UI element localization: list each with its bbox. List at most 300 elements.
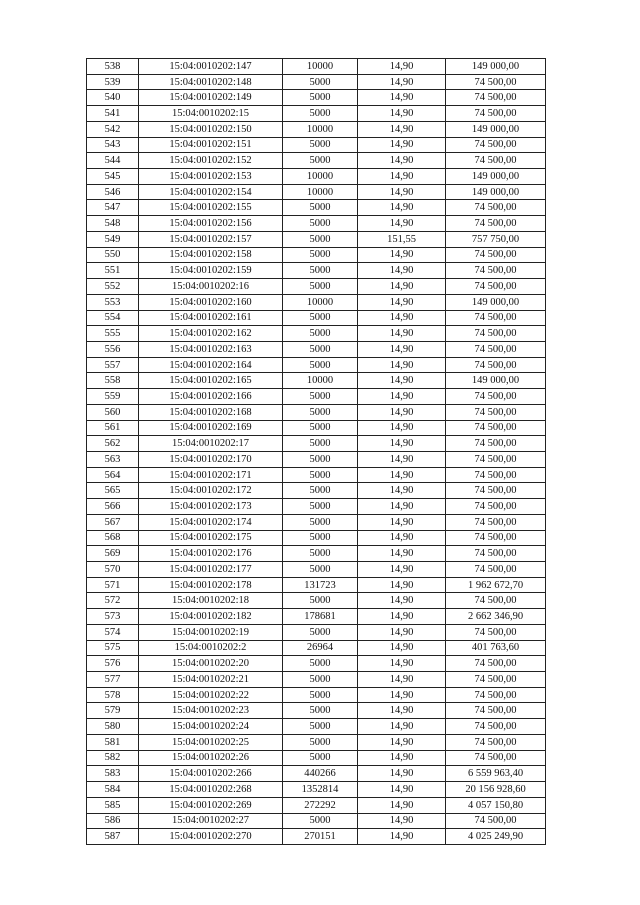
area-cell: 5000	[283, 153, 358, 169]
rate-cell: 14,90	[358, 263, 446, 279]
table-row	[87, 734, 546, 750]
cadastral-number-cell: 15:04:0010202:270	[139, 829, 283, 845]
rate-cell: 14,90	[358, 467, 446, 483]
value-cell: 74 500,00	[446, 341, 546, 357]
table-row	[87, 436, 546, 452]
cadastral-number-cell: 15:04:0010202:22	[139, 687, 283, 703]
row-number-cell: 584	[87, 782, 139, 798]
table-row	[87, 640, 546, 656]
cadastral-number-cell: 15:04:0010202:15	[139, 106, 283, 122]
table-row	[87, 624, 546, 640]
area-cell: 5000	[283, 420, 358, 436]
table-row	[87, 200, 546, 216]
rate-cell: 14,90	[358, 562, 446, 578]
value-cell: 149 000,00	[446, 373, 546, 389]
rate-cell: 14,90	[358, 624, 446, 640]
rate-cell: 14,90	[358, 499, 446, 515]
cadastral-number-cell: 15:04:0010202:20	[139, 656, 283, 672]
value-cell: 74 500,00	[446, 514, 546, 530]
value-cell: 74 500,00	[446, 153, 546, 169]
area-cell: 440266	[283, 766, 358, 782]
value-cell: 74 500,00	[446, 74, 546, 90]
table-row	[87, 74, 546, 90]
row-number-cell: 580	[87, 719, 139, 735]
table-row	[87, 546, 546, 562]
row-number-cell: 568	[87, 530, 139, 546]
cadastral-number-cell: 15:04:0010202:175	[139, 530, 283, 546]
row-number-cell: 583	[87, 766, 139, 782]
row-number-cell: 545	[87, 169, 139, 185]
cadastral-number-cell: 15:04:0010202:152	[139, 153, 283, 169]
cadastral-number-cell: 15:04:0010202:166	[139, 389, 283, 405]
cadastral-number-cell: 15:04:0010202:174	[139, 514, 283, 530]
area-cell: 5000	[283, 310, 358, 326]
row-number-cell: 563	[87, 451, 139, 467]
table-row	[87, 562, 546, 578]
row-number-cell: 559	[87, 389, 139, 405]
rate-cell: 14,90	[358, 326, 446, 342]
row-number-cell: 547	[87, 200, 139, 216]
value-cell: 20 156 928,60	[446, 782, 546, 798]
area-cell: 5000	[283, 404, 358, 420]
rate-cell: 14,90	[358, 703, 446, 719]
row-number-cell: 567	[87, 514, 139, 530]
cadastral-number-cell: 15:04:0010202:17	[139, 436, 283, 452]
cadastral-number-cell: 15:04:0010202:266	[139, 766, 283, 782]
rate-cell: 14,90	[358, 59, 446, 75]
cadastral-number-cell: 15:04:0010202:155	[139, 200, 283, 216]
rate-cell: 14,90	[358, 609, 446, 625]
row-number-cell: 570	[87, 562, 139, 578]
cadastral-number-cell: 15:04:0010202:148	[139, 74, 283, 90]
value-cell: 74 500,00	[446, 750, 546, 766]
area-cell: 5000	[283, 514, 358, 530]
cadastral-number-cell: 15:04:0010202:158	[139, 247, 283, 263]
value-cell: 149 000,00	[446, 294, 546, 310]
value-cell: 74 500,00	[446, 310, 546, 326]
area-cell: 5000	[283, 389, 358, 405]
rate-cell: 14,90	[358, 389, 446, 405]
parcel-table-body	[87, 59, 546, 845]
table-row	[87, 797, 546, 813]
table-row	[87, 514, 546, 530]
area-cell: 5000	[283, 231, 358, 247]
value-cell: 149 000,00	[446, 184, 546, 200]
rate-cell: 14,90	[358, 106, 446, 122]
area-cell: 5000	[283, 326, 358, 342]
table-row	[87, 451, 546, 467]
row-number-cell: 539	[87, 74, 139, 90]
rate-cell: 14,90	[358, 593, 446, 609]
value-cell: 149 000,00	[446, 59, 546, 75]
cadastral-number-cell: 15:04:0010202:182	[139, 609, 283, 625]
cadastral-number-cell: 15:04:0010202:21	[139, 672, 283, 688]
value-cell: 74 500,00	[446, 451, 546, 467]
value-cell: 1 962 672,70	[446, 577, 546, 593]
value-cell: 74 500,00	[446, 200, 546, 216]
table-row	[87, 483, 546, 499]
table-row	[87, 59, 546, 75]
cadastral-number-cell: 15:04:0010202:172	[139, 483, 283, 499]
area-cell: 5000	[283, 530, 358, 546]
rate-cell: 14,90	[358, 200, 446, 216]
rate-cell: 14,90	[358, 74, 446, 90]
rate-cell: 14,90	[358, 656, 446, 672]
value-cell: 74 500,00	[446, 530, 546, 546]
area-cell: 270151	[283, 829, 358, 845]
rate-cell: 14,90	[358, 672, 446, 688]
area-cell: 5000	[283, 263, 358, 279]
table-row	[87, 294, 546, 310]
value-cell: 74 500,00	[446, 656, 546, 672]
value-cell: 4 025 249,90	[446, 829, 546, 845]
row-number-cell: 553	[87, 294, 139, 310]
area-cell: 5000	[283, 546, 358, 562]
rate-cell: 14,90	[358, 530, 446, 546]
rate-cell: 14,90	[358, 797, 446, 813]
area-cell: 5000	[283, 750, 358, 766]
value-cell: 74 500,00	[446, 137, 546, 153]
cadastral-number-cell: 15:04:0010202:269	[139, 797, 283, 813]
area-cell: 5000	[283, 467, 358, 483]
rate-cell: 14,90	[358, 514, 446, 530]
row-number-cell: 549	[87, 231, 139, 247]
table-row	[87, 672, 546, 688]
row-number-cell: 576	[87, 656, 139, 672]
row-number-cell: 571	[87, 577, 139, 593]
rate-cell: 14,90	[358, 734, 446, 750]
row-number-cell: 582	[87, 750, 139, 766]
cadastral-number-cell: 15:04:0010202:151	[139, 137, 283, 153]
value-cell: 74 500,00	[446, 813, 546, 829]
value-cell: 74 500,00	[446, 389, 546, 405]
row-number-cell: 586	[87, 813, 139, 829]
rate-cell: 14,90	[358, 782, 446, 798]
row-number-cell: 548	[87, 216, 139, 232]
value-cell: 74 500,00	[446, 687, 546, 703]
value-cell: 2 662 346,90	[446, 609, 546, 625]
area-cell: 5000	[283, 137, 358, 153]
area-cell: 26964	[283, 640, 358, 656]
rate-cell: 14,90	[358, 687, 446, 703]
cadastral-number-cell: 15:04:0010202:159	[139, 263, 283, 279]
value-cell: 74 500,00	[446, 326, 546, 342]
rate-cell: 14,90	[358, 546, 446, 562]
cadastral-number-cell: 15:04:0010202:165	[139, 373, 283, 389]
area-cell: 178681	[283, 609, 358, 625]
value-cell: 74 500,00	[446, 593, 546, 609]
value-cell: 149 000,00	[446, 169, 546, 185]
value-cell: 6 559 963,40	[446, 766, 546, 782]
table-row	[87, 420, 546, 436]
area-cell: 5000	[283, 624, 358, 640]
value-cell: 4 057 150,80	[446, 797, 546, 813]
rate-cell: 14,90	[358, 169, 446, 185]
row-number-cell: 561	[87, 420, 139, 436]
value-cell: 74 500,00	[446, 467, 546, 483]
cadastral-number-cell: 15:04:0010202:26	[139, 750, 283, 766]
cadastral-number-cell: 15:04:0010202:19	[139, 624, 283, 640]
row-number-cell: 569	[87, 546, 139, 562]
rate-cell: 14,90	[358, 153, 446, 169]
row-number-cell: 562	[87, 436, 139, 452]
cadastral-number-cell: 15:04:0010202:173	[139, 499, 283, 515]
cadastral-number-cell: 15:04:0010202:18	[139, 593, 283, 609]
rate-cell: 14,90	[358, 420, 446, 436]
row-number-cell: 540	[87, 90, 139, 106]
cadastral-number-cell: 15:04:0010202:149	[139, 90, 283, 106]
rate-cell: 14,90	[358, 341, 446, 357]
row-number-cell: 552	[87, 279, 139, 295]
value-cell: 74 500,00	[446, 436, 546, 452]
value-cell: 74 500,00	[446, 672, 546, 688]
table-row	[87, 121, 546, 137]
parcel-table	[86, 58, 546, 845]
rate-cell: 14,90	[358, 750, 446, 766]
rate-cell: 14,90	[358, 829, 446, 845]
cadastral-number-cell: 15:04:0010202:147	[139, 59, 283, 75]
area-cell: 10000	[283, 169, 358, 185]
value-cell: 74 500,00	[446, 420, 546, 436]
value-cell: 74 500,00	[446, 106, 546, 122]
cadastral-number-cell: 15:04:0010202:160	[139, 294, 283, 310]
area-cell: 272292	[283, 797, 358, 813]
value-cell: 74 500,00	[446, 734, 546, 750]
value-cell: 74 500,00	[446, 404, 546, 420]
area-cell: 5000	[283, 813, 358, 829]
value-cell: 74 500,00	[446, 562, 546, 578]
rate-cell: 14,90	[358, 310, 446, 326]
cadastral-number-cell: 15:04:0010202:177	[139, 562, 283, 578]
value-cell: 74 500,00	[446, 546, 546, 562]
row-number-cell: 555	[87, 326, 139, 342]
rate-cell: 14,90	[358, 404, 446, 420]
table-row	[87, 279, 546, 295]
table-row	[87, 766, 546, 782]
table-row	[87, 184, 546, 200]
table-row	[87, 499, 546, 515]
area-cell: 5000	[283, 593, 358, 609]
area-cell: 5000	[283, 483, 358, 499]
table-row	[87, 389, 546, 405]
row-number-cell: 564	[87, 467, 139, 483]
row-number-cell: 566	[87, 499, 139, 515]
table-row	[87, 530, 546, 546]
value-cell: 149 000,00	[446, 121, 546, 137]
cadastral-number-cell: 15:04:0010202:170	[139, 451, 283, 467]
table-row	[87, 137, 546, 153]
cadastral-number-cell: 15:04:0010202:268	[139, 782, 283, 798]
area-cell: 10000	[283, 59, 358, 75]
area-cell: 5000	[283, 106, 358, 122]
cadastral-number-cell: 15:04:0010202:25	[139, 734, 283, 750]
area-cell: 5000	[283, 216, 358, 232]
row-number-cell: 543	[87, 137, 139, 153]
value-cell: 74 500,00	[446, 90, 546, 106]
rate-cell: 14,90	[358, 216, 446, 232]
value-cell: 74 500,00	[446, 279, 546, 295]
row-number-cell: 587	[87, 829, 139, 845]
cadastral-number-cell: 15:04:0010202:171	[139, 467, 283, 483]
table-row	[87, 467, 546, 483]
cadastral-number-cell: 15:04:0010202:156	[139, 216, 283, 232]
cadastral-number-cell: 15:04:0010202:162	[139, 326, 283, 342]
area-cell: 5000	[283, 719, 358, 735]
row-number-cell: 542	[87, 121, 139, 137]
area-cell: 10000	[283, 184, 358, 200]
value-cell: 74 500,00	[446, 624, 546, 640]
cadastral-number-cell: 15:04:0010202:178	[139, 577, 283, 593]
rate-cell: 14,90	[358, 436, 446, 452]
row-number-cell: 574	[87, 624, 139, 640]
row-number-cell: 550	[87, 247, 139, 263]
area-cell: 1352814	[283, 782, 358, 798]
area-cell: 10000	[283, 294, 358, 310]
table-row	[87, 577, 546, 593]
row-number-cell: 579	[87, 703, 139, 719]
rate-cell: 14,90	[358, 451, 446, 467]
cadastral-number-cell: 15:04:0010202:169	[139, 420, 283, 436]
row-number-cell: 554	[87, 310, 139, 326]
cadastral-number-cell: 15:04:0010202:168	[139, 404, 283, 420]
area-cell: 10000	[283, 373, 358, 389]
table-row	[87, 90, 546, 106]
rate-cell: 14,90	[358, 121, 446, 137]
value-cell: 74 500,00	[446, 247, 546, 263]
row-number-cell: 546	[87, 184, 139, 200]
table-row	[87, 216, 546, 232]
rate-cell: 14,90	[358, 137, 446, 153]
table-row	[87, 719, 546, 735]
area-cell: 5000	[283, 562, 358, 578]
value-cell: 74 500,00	[446, 499, 546, 515]
rate-cell: 14,90	[358, 279, 446, 295]
area-cell: 5000	[283, 672, 358, 688]
table-row	[87, 373, 546, 389]
row-number-cell: 565	[87, 483, 139, 499]
area-cell: 5000	[283, 341, 358, 357]
rate-cell: 14,90	[358, 373, 446, 389]
area-cell: 10000	[283, 121, 358, 137]
row-number-cell: 560	[87, 404, 139, 420]
cadastral-number-cell: 15:04:0010202:154	[139, 184, 283, 200]
rate-cell: 14,90	[358, 357, 446, 373]
cadastral-number-cell: 15:04:0010202:176	[139, 546, 283, 562]
row-number-cell: 578	[87, 687, 139, 703]
area-cell: 5000	[283, 200, 358, 216]
row-number-cell: 541	[87, 106, 139, 122]
table-row	[87, 247, 546, 263]
row-number-cell: 577	[87, 672, 139, 688]
row-number-cell: 558	[87, 373, 139, 389]
row-number-cell: 573	[87, 609, 139, 625]
cadastral-number-cell: 15:04:0010202:157	[139, 231, 283, 247]
cadastral-number-cell: 15:04:0010202:27	[139, 813, 283, 829]
row-number-cell: 575	[87, 640, 139, 656]
table-row	[87, 169, 546, 185]
area-cell: 5000	[283, 74, 358, 90]
area-cell: 5000	[283, 451, 358, 467]
cadastral-number-cell: 15:04:0010202:161	[139, 310, 283, 326]
row-number-cell: 581	[87, 734, 139, 750]
area-cell: 5000	[283, 90, 358, 106]
cadastral-number-cell: 15:04:0010202:23	[139, 703, 283, 719]
cadastral-number-cell: 15:04:0010202:153	[139, 169, 283, 185]
area-cell: 5000	[283, 687, 358, 703]
rate-cell: 14,90	[358, 90, 446, 106]
rate-cell: 14,90	[358, 766, 446, 782]
table-row	[87, 341, 546, 357]
row-number-cell: 551	[87, 263, 139, 279]
rate-cell: 14,90	[358, 813, 446, 829]
table-row	[87, 813, 546, 829]
table-row	[87, 829, 546, 845]
rate-cell: 14,90	[358, 719, 446, 735]
table-row	[87, 153, 546, 169]
value-cell: 74 500,00	[446, 263, 546, 279]
table-row	[87, 782, 546, 798]
area-cell: 5000	[283, 734, 358, 750]
table-row	[87, 656, 546, 672]
cadastral-number-cell: 15:04:0010202:163	[139, 341, 283, 357]
row-number-cell: 544	[87, 153, 139, 169]
table-row	[87, 231, 546, 247]
area-cell: 5000	[283, 499, 358, 515]
row-number-cell: 585	[87, 797, 139, 813]
rate-cell: 14,90	[358, 247, 446, 263]
table-row	[87, 357, 546, 373]
row-number-cell: 556	[87, 341, 139, 357]
row-number-cell: 538	[87, 59, 139, 75]
rate-cell: 14,90	[358, 577, 446, 593]
table-row	[87, 593, 546, 609]
area-cell: 5000	[283, 279, 358, 295]
rate-cell: 14,90	[358, 294, 446, 310]
rate-cell: 14,90	[358, 184, 446, 200]
table-row	[87, 609, 546, 625]
value-cell: 401 763,60	[446, 640, 546, 656]
table-row	[87, 326, 546, 342]
area-cell: 5000	[283, 436, 358, 452]
value-cell: 74 500,00	[446, 719, 546, 735]
cadastral-number-cell: 15:04:0010202:24	[139, 719, 283, 735]
table-row	[87, 310, 546, 326]
value-cell: 74 500,00	[446, 483, 546, 499]
row-number-cell: 557	[87, 357, 139, 373]
table-row	[87, 106, 546, 122]
area-cell: 5000	[283, 357, 358, 373]
area-cell: 5000	[283, 703, 358, 719]
cadastral-number-cell: 15:04:0010202:150	[139, 121, 283, 137]
cadastral-number-cell: 15:04:0010202:2	[139, 640, 283, 656]
rate-cell: 151,55	[358, 231, 446, 247]
table-row	[87, 750, 546, 766]
value-cell: 757 750,00	[446, 231, 546, 247]
table-row	[87, 703, 546, 719]
table-row	[87, 263, 546, 279]
row-number-cell: 572	[87, 593, 139, 609]
area-cell: 5000	[283, 247, 358, 263]
table-row	[87, 687, 546, 703]
table-row	[87, 404, 546, 420]
value-cell: 74 500,00	[446, 357, 546, 373]
cadastral-number-cell: 15:04:0010202:164	[139, 357, 283, 373]
rate-cell: 14,90	[358, 483, 446, 499]
value-cell: 74 500,00	[446, 216, 546, 232]
area-cell: 131723	[283, 577, 358, 593]
value-cell: 74 500,00	[446, 703, 546, 719]
area-cell: 5000	[283, 656, 358, 672]
